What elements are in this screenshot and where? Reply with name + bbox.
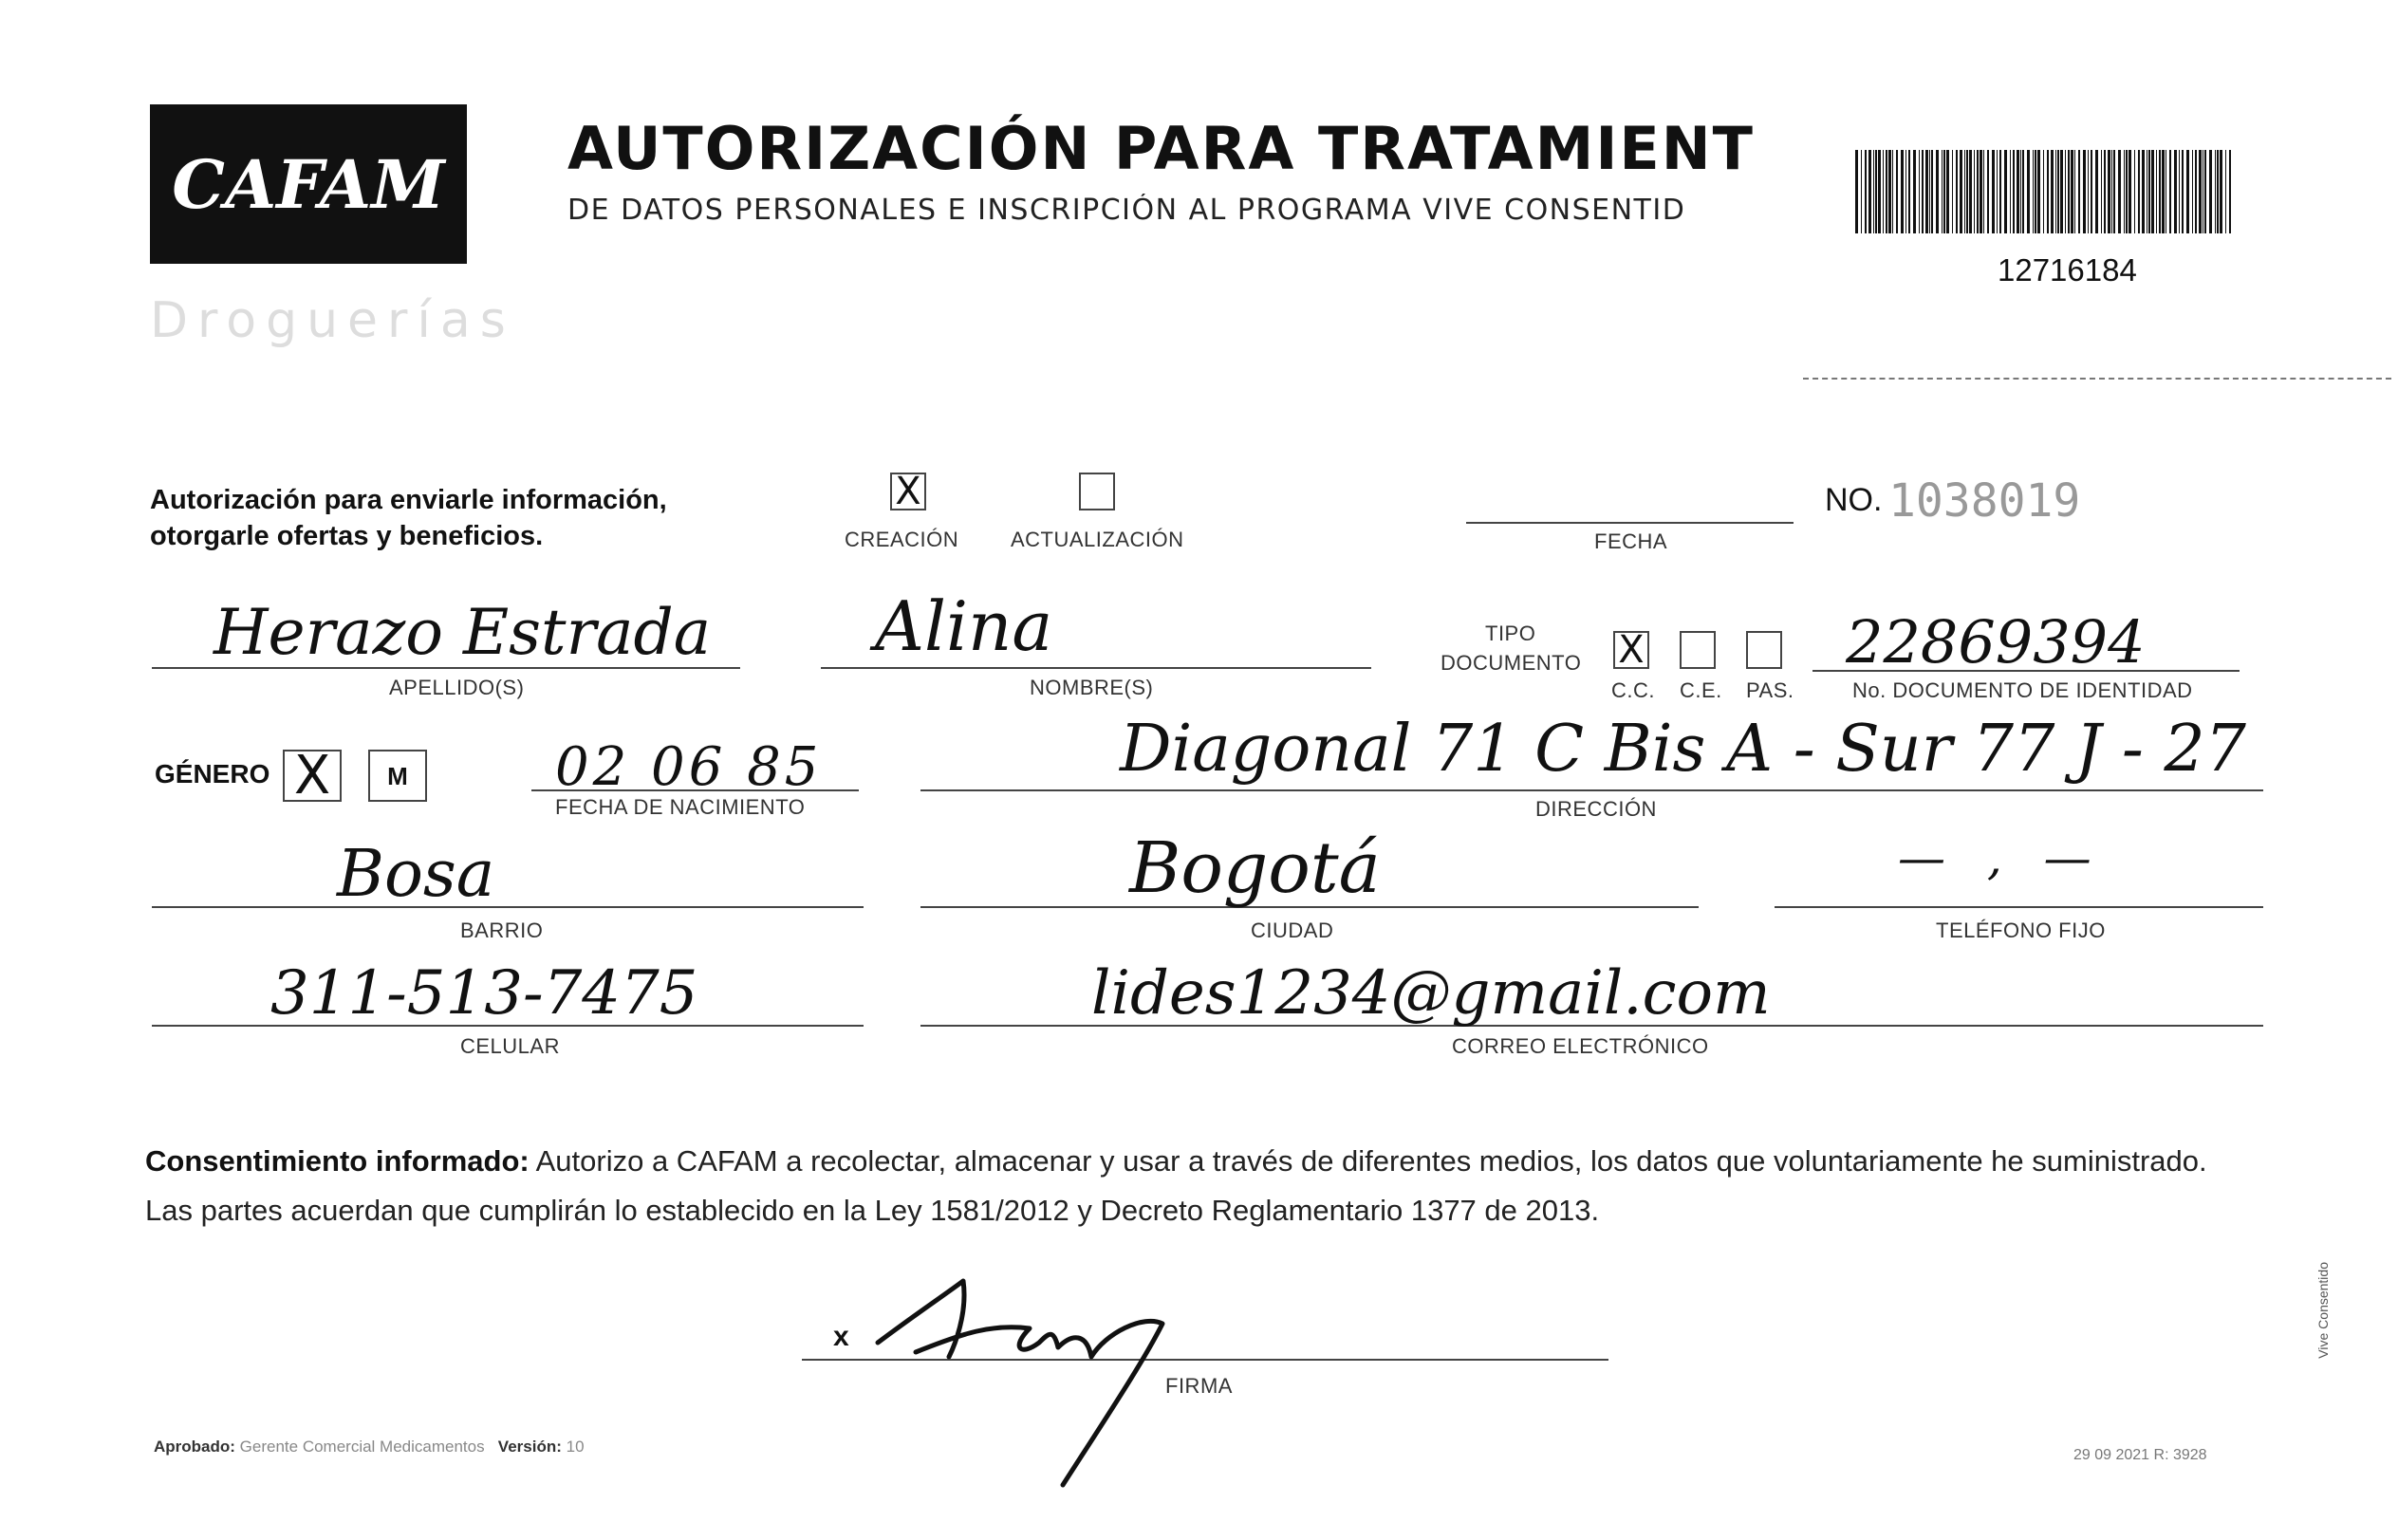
footer-date-code: 29 09 2021 R: 3928 [2073,1447,2207,1463]
cafam-logo [150,104,467,264]
fecha-label: FECHA [1594,529,1668,553]
tipo-documento-label-1: TIPO [1485,622,1536,645]
creacion-label: CREACIÓN [845,528,959,551]
consent-bold-label: Consentimiento informado: [145,1144,530,1178]
aprobado-value: Gerente Comercial Medicamentos [239,1438,485,1456]
ciudad-label: CIUDAD [1251,918,1334,942]
consent-line-2: Las partes acuerdan que cumplirán lo establecido en la Ley 1581/2012 y Decreto Reglamentario 1377 de 2013. [145,1194,1600,1227]
form-subtitle: DE DATOS PERSONALES E INSCRIPCIÓN AL PROGRAMA VIVE CONSENTID [567,194,1686,227]
nombres-line [821,667,1371,669]
celular-label: CELULAR [460,1034,560,1058]
tipo-cc-checkbox[interactable] [1613,628,1649,672]
barcode-icon [1855,150,2235,233]
apellidos-value: Herazo Estrada [214,596,712,669]
authorization-text [150,482,814,554]
tipo-cc-label: C.C. [1611,678,1655,702]
logo-text: CAFAM [172,144,445,224]
footer-approval [154,1438,585,1457]
correo-label: CORREO ELECTRÓNICO [1452,1034,1709,1058]
signature-label: FIRMA [1165,1374,1233,1398]
ciudad-value: Bogotá [1129,827,1381,909]
cut-line [1803,378,2391,380]
celular-value: 311-513-7475 [270,958,698,1029]
consent-line-1: Autorizo a CAFAM a recolectar, almacenar y usar a través de diferentes medios, los datos que voluntariamente he suministrado. [529,1144,2207,1178]
creacion-check-mark: X [895,470,921,513]
genero-m-checkbox[interactable] [368,750,427,802]
telefono-value: — , — [1898,830,2105,885]
barrio-line [152,906,864,908]
creacion-checkbox[interactable] [890,470,926,513]
genero-label: GÉNERO [155,759,270,789]
side-text: Vive Consentido [2315,1262,2331,1359]
tipo-cc-check-mark: X [1618,628,1645,672]
genero-f-checkbox[interactable] [283,745,342,807]
version-value: 10 [566,1438,585,1456]
nacimiento-value: 02 06 85 [555,736,823,798]
direccion-line [920,789,2263,791]
actualizacion-label: ACTUALIZACIÓN [1011,528,1184,551]
number-label: NO. [1825,482,1883,518]
nombres-label: NOMBRE(S) [1030,676,1154,699]
barcode-number: 12716184 [1998,252,2137,288]
documento-value: 22869394 [1846,607,2146,677]
tipo-ce-label: C.E. [1680,678,1722,702]
direccion-label: DIRECCIÓN [1535,797,1657,821]
tipo-pas-checkbox[interactable] [1746,631,1782,669]
apellidos-label: APELLIDO(S) [389,676,525,699]
nacimiento-label: FECHA DE NACIMIENTO [555,795,806,819]
form-title: AUTORIZACIÓN PARA TRATAMIENT [567,114,1755,183]
nombres-value: Alina [875,586,1053,666]
tipo-documento-label-2: DOCUMENTO [1441,651,1582,675]
direccion-value: Diagonal 71 C Bis A - Sur 77 J - 27 [1120,712,2246,787]
actualizacion-checkbox[interactable] [1079,473,1115,510]
barrio-label: BARRIO [460,918,544,942]
authorization-line-1: Autorización para enviarle información, [150,485,667,515]
authorization-line-2: otorgarle ofertas y beneficios. [150,521,544,551]
logo-subtext: Droguerías [150,292,515,349]
aprobado-label: Aprobado: [154,1438,235,1456]
telefono-label: TELÉFONO FIJO [1936,918,2106,942]
version-label: Versión: [497,1438,562,1456]
barrio-value: Bosa [337,837,495,912]
correo-value: lides1234@gmail.com [1091,958,1771,1029]
form-number: 1038019 [1888,474,2081,528]
tipo-pas-label: PAS. [1746,678,1794,702]
tipo-ce-checkbox[interactable] [1680,631,1716,669]
handwritten-signature [859,1276,1172,1494]
telefono-line [1775,906,2263,908]
signature-prefix: x [833,1321,849,1352]
fecha-line [1466,522,1794,524]
consent-text [145,1137,2280,1235]
genero-m-label: M [387,762,408,790]
genero-f-check-mark: X [293,745,331,807]
documento-label: No. DOCUMENTO DE IDENTIDAD [1852,678,2193,702]
